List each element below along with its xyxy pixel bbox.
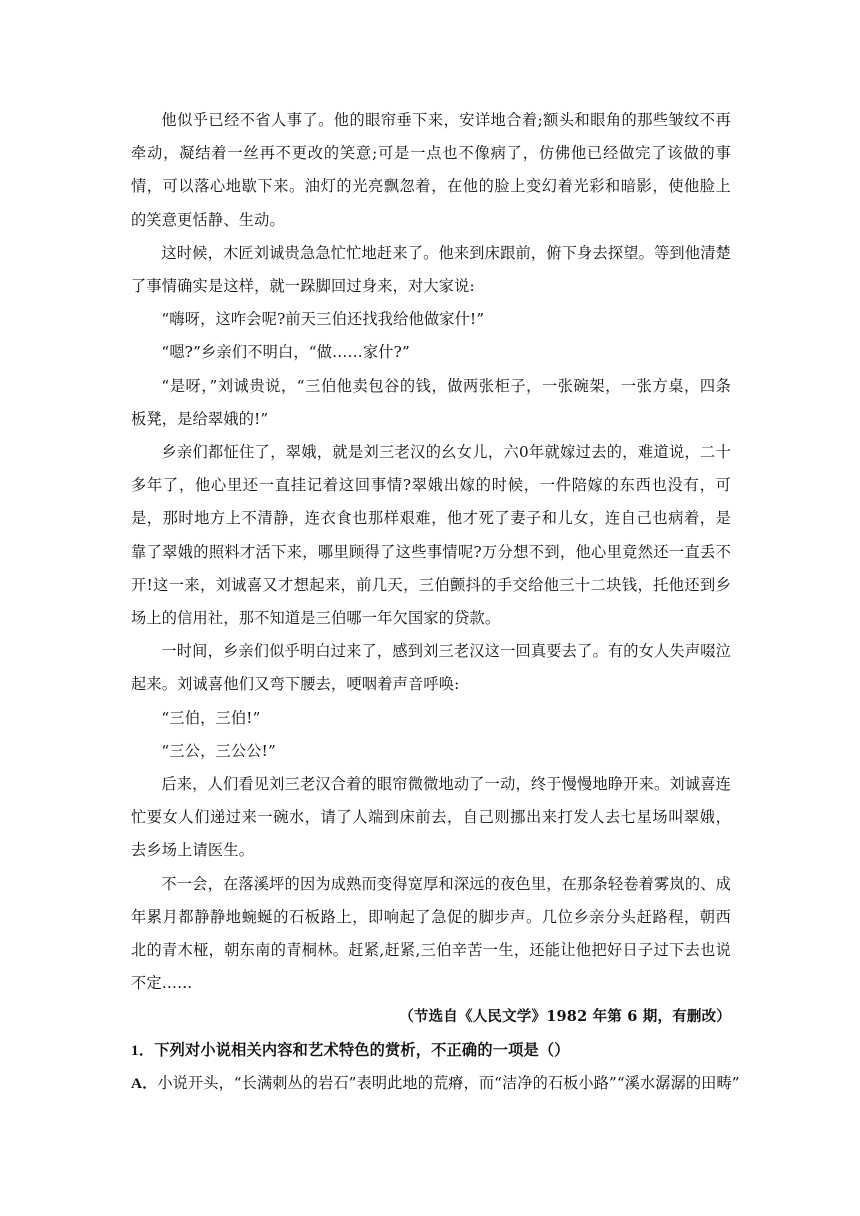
option-a-text: 小说开头，“长满刺丛的岩石”表明此地的荒瘠，而“洁净的石板小路”“溪水潺潺的田畴”: [157, 1073, 740, 1092]
paragraph-1: 他似乎已经不省人事了。他的眼帘垂下来，安详地合着;额头和眼角的那些皱纹不再牵动，凝结着一丝再不更改的笑意;可是一点也不像病了，仿佛他已经做完了该做的事情，可以落心地歇下来。油灯的光亮飘忽着，在他的脸上变幻着光彩和暗影，使他脸上的笑意更恬静、生动。: [131, 111, 731, 229]
dialogue-line-3: “三伯，三伯!”: [161, 708, 261, 727]
dialogue-line-4: “三公，三公公!”: [161, 741, 276, 760]
dialogue-line-1: “嗨呀，这咋会呢?前天三伯还找我给他做家什!”: [161, 310, 485, 329]
paragraph-4: 乡亲们都怔住了，翠娥，就是刘三老汉的幺女儿，六0年就嫁过去的，难道说，二十多年了，他心里还一直挂记着这回事情?翠娥出嫁的时候，一件陪嫁的东西也没有，可是，那时地方上不清静，连衣食也那样艰难，他才死了妻子和儿女，连自己也病着，是靠了翠娥的照料才活下来，哪里顾得了这些事情呢?万分想不到，他心里竟然还一直丢不开!这一来，刘诚喜又才想起来，前几天，三伯颤抖的手交给他三十二块钱，托他还到乡场上的信用社，那不知道是三伯哪一年欠国家的贷款。: [131, 443, 731, 628]
passage-content: [131, 104, 740, 1100]
question-1: [131, 1034, 731, 1067]
question-number: 1．: [131, 1041, 155, 1059]
question-text: 下列对小说相关内容和艺术特色的赏析，不正确的一项是（）: [154, 1040, 570, 1059]
option-a-letter: A．: [131, 1074, 158, 1092]
paragraph-6: 后来，人们看见刘三老汉合着的眼帘微微地动了一动，终于慢慢地睁开来。刘诚喜连忙要女人们递过来一碗水，请了人端到床前去，自己则挪出来打发人去七星场叫翠娥，去乡场上请医生。: [131, 775, 731, 860]
option-a: [131, 1067, 740, 1100]
paragraph-2: 这时候，木匠刘诚贵急急忙忙地赶来了。他来到床跟前，俯下身去探望。等到他清楚了事情确实是这样，就一跺脚回过身来，对大家说:: [131, 243, 731, 296]
source-citation: （节选自《人民文学》1982 年第 6 期，有删改）: [399, 1008, 731, 1026]
paragraph-7: 不一会，在落溪坪的因为成熟而变得宽厚和深远的夜色里，在那条轻卷着雾岚的、成年累月都静静地蜿蜒的石板路上，即响起了急促的脚步声。几位乡亲分头赶路程，朝西北的青木桠，朝东南的青桐林。赶紧,赶紧,三伯辛苦一生，还能让他把好日子过下去也说不定……: [131, 874, 731, 993]
paragraph-3: “是呀，”刘诚贵说，“三伯他卖包谷的钱，做两张柜子，一张碗架，一张方桌，四条板凳，是给翠娥的!”: [131, 376, 731, 428]
paragraph-5: 一时间，乡亲们似乎明白过来了，感到刘三老汉这一回真要去了。有的女人失声啜泣起来。刘诚喜他们又弯下腰去，哽咽着声音呼唤:: [131, 642, 731, 694]
dialogue-line-2: “嗯?”乡亲们不明白，“做……家什?”: [161, 343, 410, 362]
